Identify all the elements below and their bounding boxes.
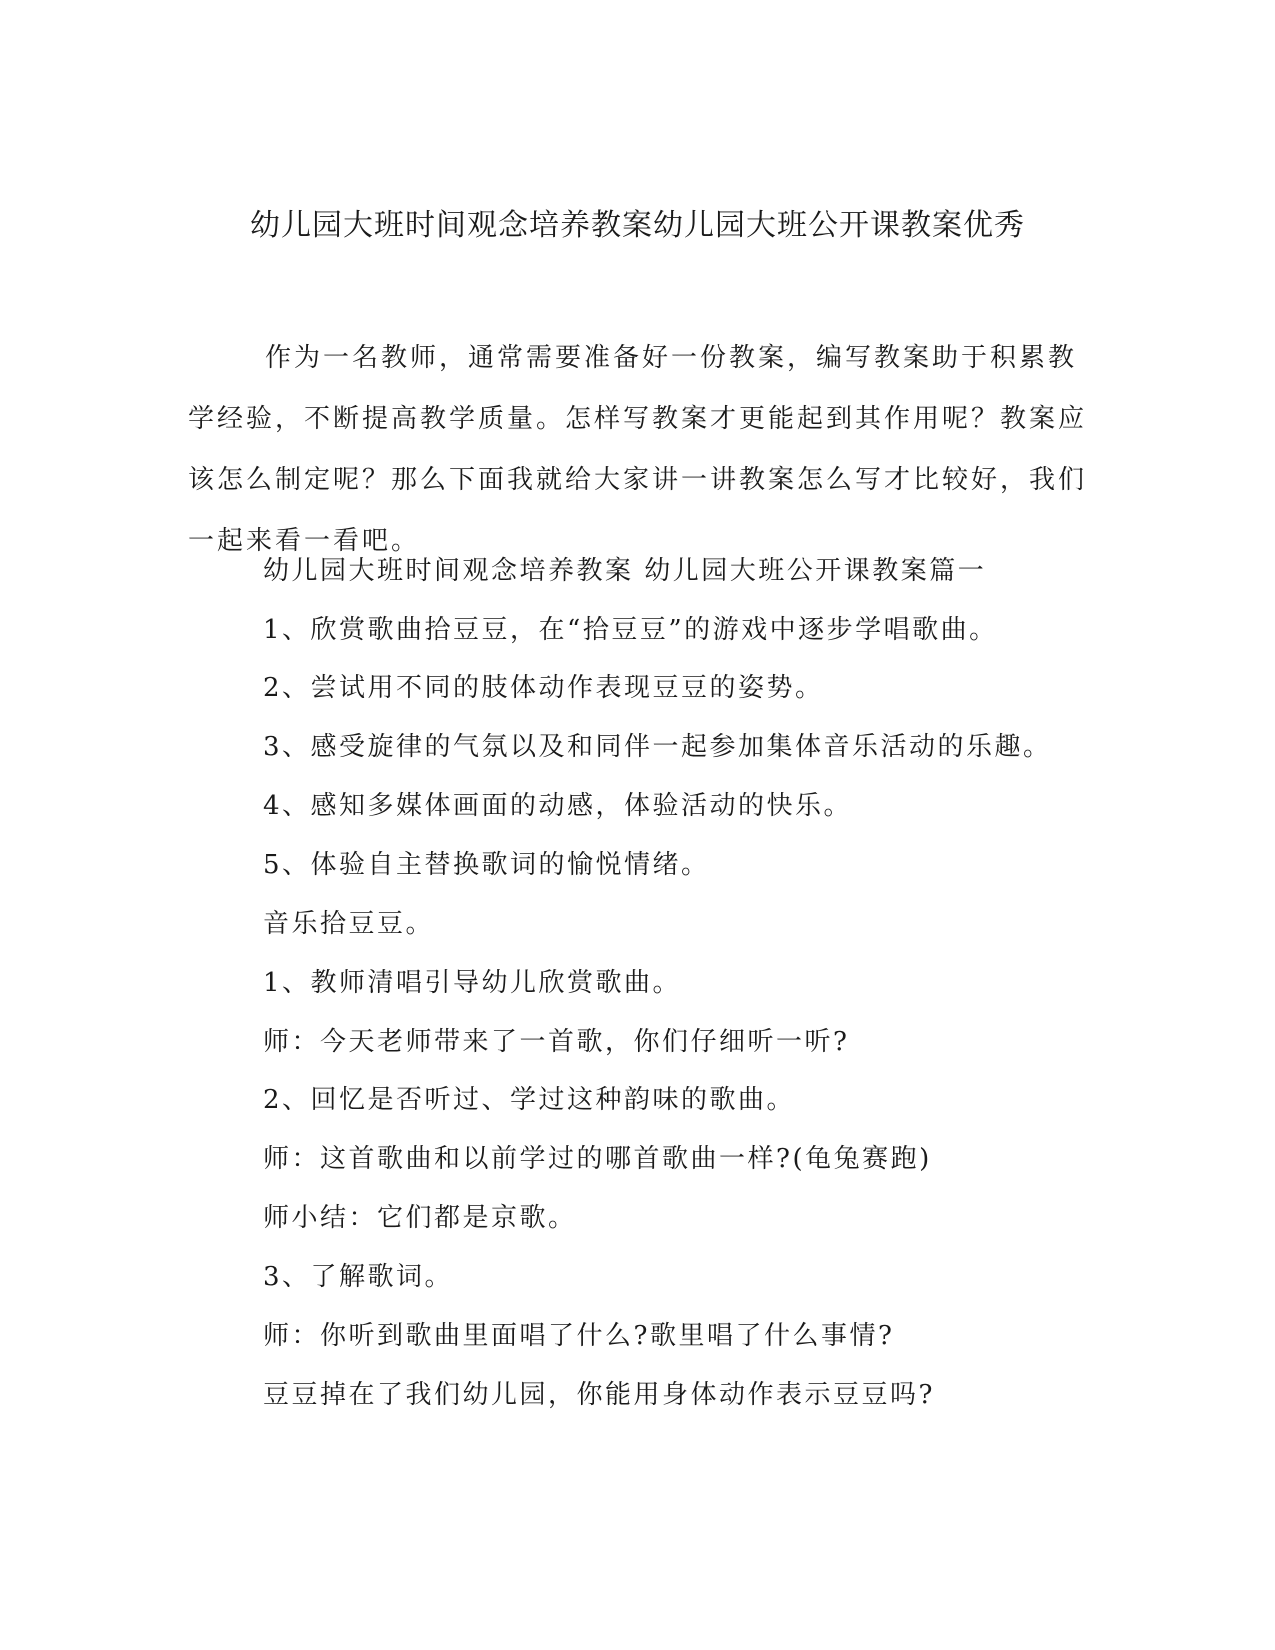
- objective-item: 2、尝试用不同的肢体动作表现豆豆的姿势。: [263, 673, 824, 703]
- intro-paragraph: 作为一名教师，通常需要准备好一份教案，编写教案助于积累教学经验，不断提高教学质量。怎样写教案才更能起到其作用呢？教案应该怎么制定呢？那么下面我就给大家讲一讲教案怎么写才比较好，我们一起来看一看吧。: [188, 343, 1088, 556]
- objective-item: 4、感知多媒体画面的动感，体验活动的快乐。: [263, 791, 853, 821]
- body-paragraph: 师：这首歌曲和以前学过的哪首歌曲一样?(龟兔赛跑): [263, 1144, 932, 1174]
- objective-item: 1、欣赏歌曲拾豆豆，在“拾豆豆”的游戏中逐步学唱歌曲。: [263, 615, 998, 645]
- objective-item: 5、体验自主替换歌词的愉悦情绪。: [263, 850, 710, 880]
- body-paragraph: 师：今天老师带来了一首歌，你们仔细听一听?: [263, 1027, 850, 1057]
- document-title: 幼儿园大班时间观念培养教案幼儿园大班公开课教案优秀: [250, 208, 1025, 243]
- objective-item: 3、感受旋律的气氛以及和同伴一起参加集体音乐活动的乐趣。: [263, 732, 1052, 762]
- body-paragraph: 豆豆掉在了我们幼儿园，你能用身体动作表示豆豆吗?: [263, 1380, 935, 1410]
- body-paragraph: 师：你听到歌曲里面唱了什么?歌里唱了什么事情?: [263, 1321, 895, 1351]
- body-paragraph: 1、教师清唱引导幼儿欣赏歌曲。: [263, 968, 682, 998]
- body-paragraph: 2、回忆是否听过、学过这种韵味的歌曲。: [263, 1085, 796, 1115]
- body-paragraph: 3、了解歌词。: [263, 1262, 454, 1292]
- body-paragraph: 音乐拾豆豆。: [263, 909, 435, 939]
- section-heading: 幼儿园大班时间观念培养教案 幼儿园大班公开课教案篇一: [263, 556, 987, 586]
- body-paragraph: 师小结：它们都是京歌。: [263, 1203, 577, 1233]
